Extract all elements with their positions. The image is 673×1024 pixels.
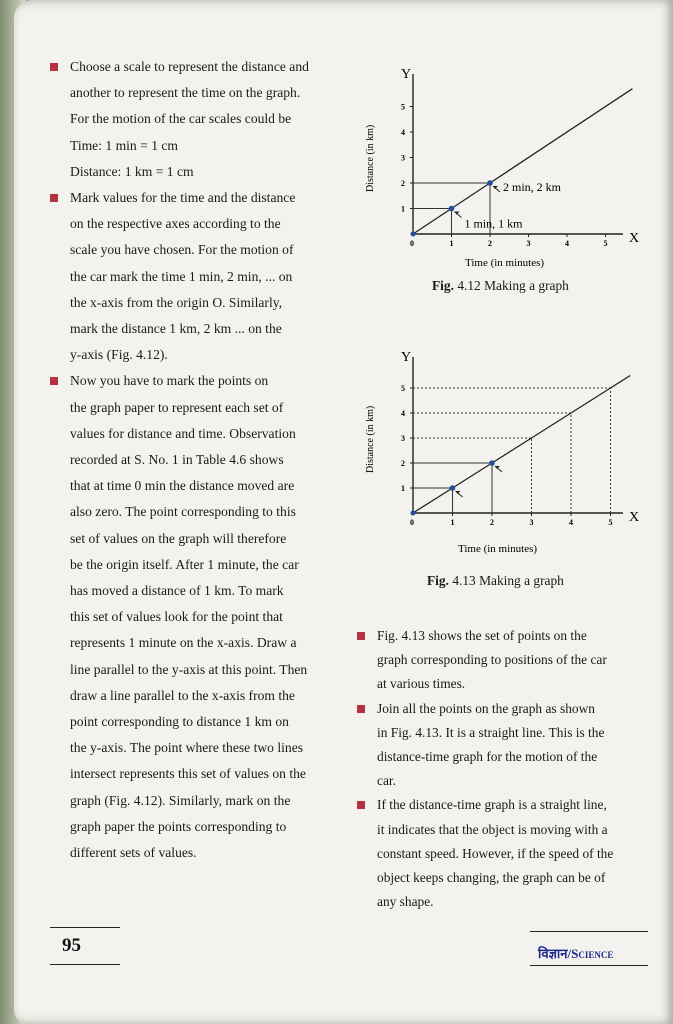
text-line: values for distance and time. Observation (70, 425, 296, 441)
x-tick-label: 5 (603, 239, 608, 248)
text-line: y-axis (Fig. 4.12). (70, 347, 168, 363)
text-line: Now you have to mark the points on (70, 373, 269, 389)
bullet-paragraph-scale (50, 54, 342, 185)
x-tick-label: 4 (569, 518, 573, 527)
x-tick-label: 2 (488, 239, 492, 248)
text-line: For the motion of the car scales could be (70, 111, 292, 127)
text-line: different sets of values. (70, 845, 197, 861)
y-tick-label: 3 (401, 153, 405, 163)
footer-rule-right-top (530, 931, 648, 932)
caption-label: Fig. (427, 573, 449, 588)
text-line: graph (Fig. 4.12). Similarly, mark on the (70, 792, 291, 808)
y-tick-label: 4 (401, 128, 405, 137)
text-line: Choose a scale to represent the distance and (70, 59, 309, 74)
text-line: another to represent the time on the graph. (70, 85, 301, 101)
figure-4-12-graph (355, 62, 655, 272)
bullet-marker (357, 801, 365, 809)
text-line: also zero. The point corresponding to this (70, 504, 296, 520)
x-axis-label: Time (in minutes) (458, 543, 538, 555)
text-line: set of values on the graph will therefore (70, 530, 287, 546)
footer-rule-right-bottom (530, 965, 648, 966)
y-tick-label: 1 (401, 484, 405, 493)
text-line: at various times. (377, 676, 466, 692)
origin-label: 0 (410, 518, 414, 527)
x-tick-label: 1 (450, 518, 455, 527)
bullet-marker (50, 377, 58, 385)
text-line: the graph paper to represent each set of (70, 399, 284, 415)
bullet-paragraph-mark-values (50, 185, 342, 368)
footer-rule-left-bottom (50, 964, 120, 965)
text-line: graph paper the points corresponding to (70, 818, 287, 834)
text-line: mark the distance 1 km, 2 km ... on the (70, 321, 282, 337)
x-tick-label: 1 (449, 239, 454, 248)
bullet-paragraph-straight-line (357, 793, 657, 914)
text-line: represents 1 minute on the x-axis. Draw a (70, 635, 297, 651)
x-tick-label: 2 (490, 518, 494, 527)
y-axis-label: Distance (in km) (365, 124, 376, 192)
text-line: the car mark the time 1 min, 2 min, ... on (70, 268, 293, 284)
point-label-2: 2 min, 2 km (503, 180, 562, 194)
text-line: graph corresponding to positions of the car (377, 652, 607, 668)
series-line (413, 89, 632, 234)
y-tick-label: 5 (401, 384, 405, 393)
text-line: Join all the points on the graph as shown (377, 700, 595, 716)
x-tick-label: 3 (526, 239, 531, 248)
text-line: constant speed. However, if the speed of the (377, 845, 614, 861)
text-line: that at time 0 min the distance moved are (70, 478, 295, 494)
data-point (450, 485, 456, 491)
bullet-paragraph-mark-points (50, 368, 342, 866)
y-tick-label: 3 (401, 434, 405, 443)
x-tick-label: 3 (529, 518, 534, 527)
text-line: Mark values for the time and the distance (70, 190, 296, 206)
y-axis-letter: Y (401, 67, 412, 82)
origin-point (411, 511, 416, 516)
x-axis-letter: X (629, 231, 640, 246)
x-axis-letter: X (629, 510, 640, 525)
scale-distance: Distance: 1 km = 1 cm (70, 163, 194, 179)
bullet-paragraph-fig-points (357, 624, 657, 697)
figure-4-12-caption (432, 278, 569, 294)
text-line: has moved a distance of 1 km. To mark (70, 583, 284, 599)
figure-4-13-graph (355, 345, 655, 560)
caption-label: Fig. (432, 278, 454, 293)
text-line: car. (377, 773, 396, 789)
text-line: this set of values look for the point that (70, 609, 283, 625)
series-line (413, 376, 630, 514)
origin-label: 0 (410, 239, 414, 248)
bullet-marker (357, 632, 365, 640)
text-line: point corresponding to distance 1 km on (70, 714, 289, 730)
text-line: If the distance-time graph is a straight line, (377, 797, 607, 813)
bullet-marker (357, 705, 365, 713)
figure-4-13-caption (427, 573, 564, 589)
y-tick-label: 1 (401, 204, 405, 214)
text-line: it indicates that the object is moving with a (377, 821, 608, 837)
text-line: distance-time graph for the motion of the (377, 749, 598, 765)
y-axis-label: Distance (in km) (365, 405, 376, 473)
caption-text: 4.13 Making a graph (452, 573, 564, 588)
data-point (487, 180, 493, 186)
book-title (538, 944, 613, 962)
data-point (489, 460, 495, 466)
bullet-marker (50, 194, 58, 202)
data-point (449, 206, 455, 212)
book-title-english: Science (571, 946, 614, 961)
text-line: object keeps changing, the graph can be of (377, 870, 606, 886)
text-line: on the respective axes according to the (70, 216, 281, 232)
text-line: Fig. 4.13 shows the set of points on the (377, 628, 587, 643)
x-axis-label: Time (in minutes) (465, 257, 545, 269)
text-line: any shape. (377, 894, 434, 910)
text-line: scale you have chosen. For the motion of (70, 242, 294, 258)
y-tick-label: 5 (401, 102, 405, 112)
y-tick-label: 2 (401, 459, 405, 468)
text-line: line parallel to the y-axis at this point. Then (70, 661, 308, 677)
text-line: in Fig. 4.13. It is a straight line. This is the (377, 724, 605, 740)
text-line: the y-axis. The point where these two lines (70, 740, 304, 756)
text-line: be the origin itself. After 1 minute, the car (70, 556, 299, 572)
book-title-separator: / (567, 946, 572, 961)
bullet-paragraph-join-points (357, 697, 657, 794)
book-title-hindi: विज्ञान (538, 946, 568, 961)
text-line: intersect represents this set of values on the (70, 766, 306, 782)
bullet-marker (50, 63, 58, 71)
right-column (357, 624, 657, 914)
x-tick-label: 5 (608, 518, 613, 527)
footer-rule-left-top (50, 927, 120, 928)
origin-point (411, 232, 416, 237)
text-line: the x-axis from the origin O. Similarly, (70, 294, 283, 310)
y-tick-label: 2 (401, 179, 405, 188)
scale-time: Time: 1 min = 1 cm (70, 137, 178, 153)
y-tick-label: 4 (401, 409, 405, 418)
left-column (50, 54, 342, 866)
text-line: recorded at S. No. 1 in Table 4.6 shows (70, 452, 284, 468)
page-number: 95 (62, 935, 81, 956)
y-axis-letter: Y (401, 350, 412, 365)
point-label-1: 1 min, 1 km (464, 216, 523, 231)
caption-text: 4.12 Making a graph (457, 278, 569, 293)
text-line: draw a line parallel to the x-axis from the (70, 687, 295, 703)
x-tick-label: 4 (565, 239, 569, 248)
